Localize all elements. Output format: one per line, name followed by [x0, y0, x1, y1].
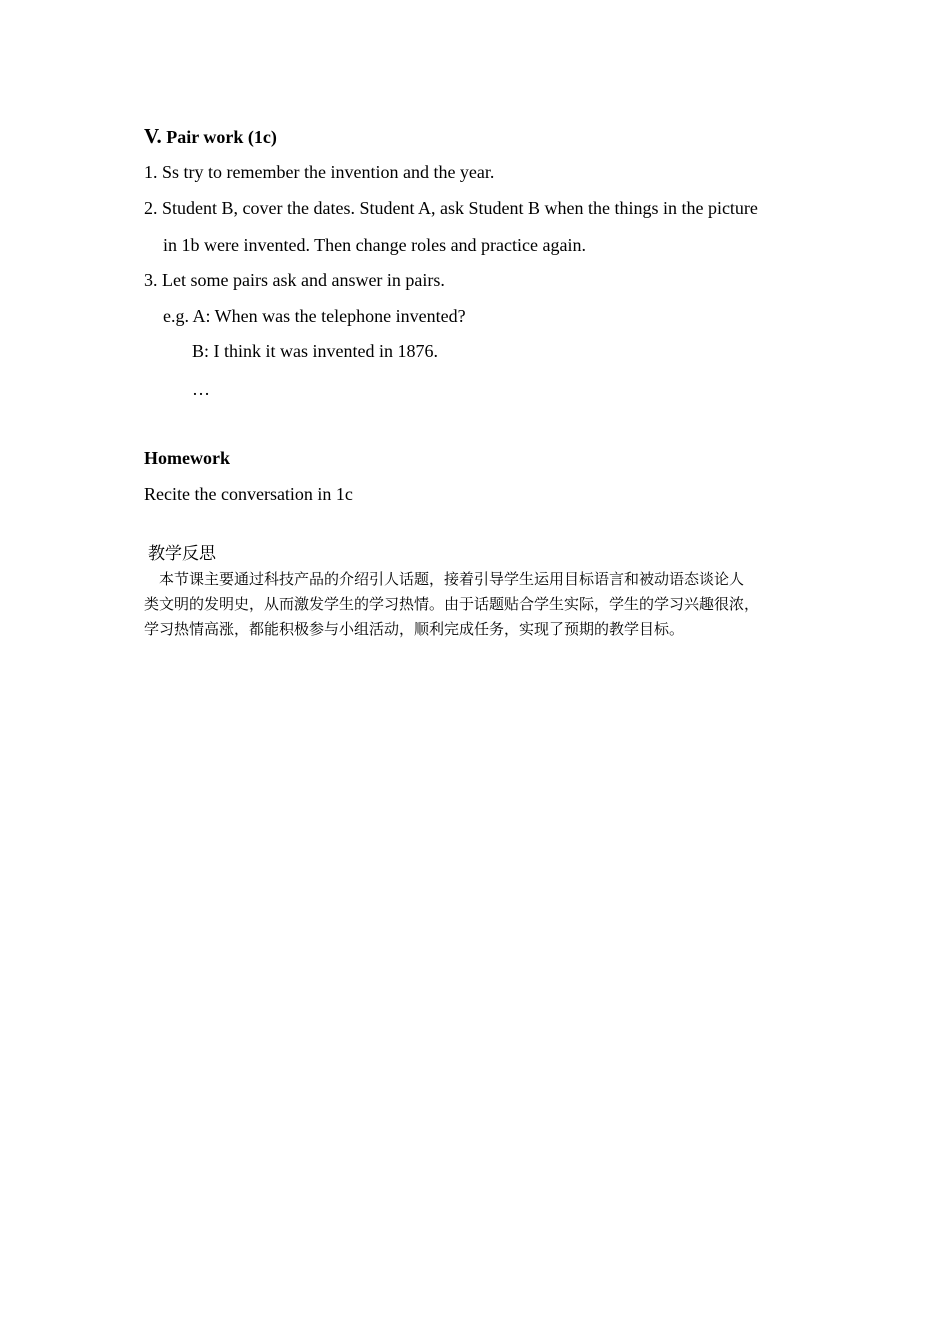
section-heading	[144, 125, 277, 148]
reflection-line-2: 类文明的发明史，从而激发学生的学习热情。由于话题贴合学生实际，学生的学习兴趣很浓，	[144, 595, 760, 613]
step-2-line-1: 2. Student B, cover the dates. Student A, ask Student B when the things in the picture	[144, 198, 758, 218]
homework-heading: Homework	[144, 448, 230, 468]
step-1: 1. Ss try to remember the invention and the year.	[144, 162, 495, 182]
homework-text: Recite the conversation in 1c	[144, 484, 353, 504]
step-2-line-2: in 1b were invented. Then change roles and practice again.	[163, 235, 586, 255]
reflection-line-1: 本节课主要通过科技产品的介绍引人话题，接着引导学生运用目标语言和被动语态谈论人	[159, 570, 745, 588]
section-title: Pair work (1c)	[166, 127, 277, 147]
section-numeral: V.	[144, 124, 162, 148]
step-3: 3. Let some pairs ask and answer in pairs.	[144, 270, 445, 290]
example-question: e.g. A: When was the telephone invented?	[163, 306, 466, 326]
reflection-heading: 教学反思	[148, 544, 216, 564]
reflection-line-3: 学习热情高涨，都能积极参与小组活动，顺利完成任务，实现了预期的教学目标。	[144, 620, 685, 638]
example-ellipsis: …	[192, 379, 210, 399]
example-answer: B: I think it was invented in 1876.	[192, 341, 438, 361]
